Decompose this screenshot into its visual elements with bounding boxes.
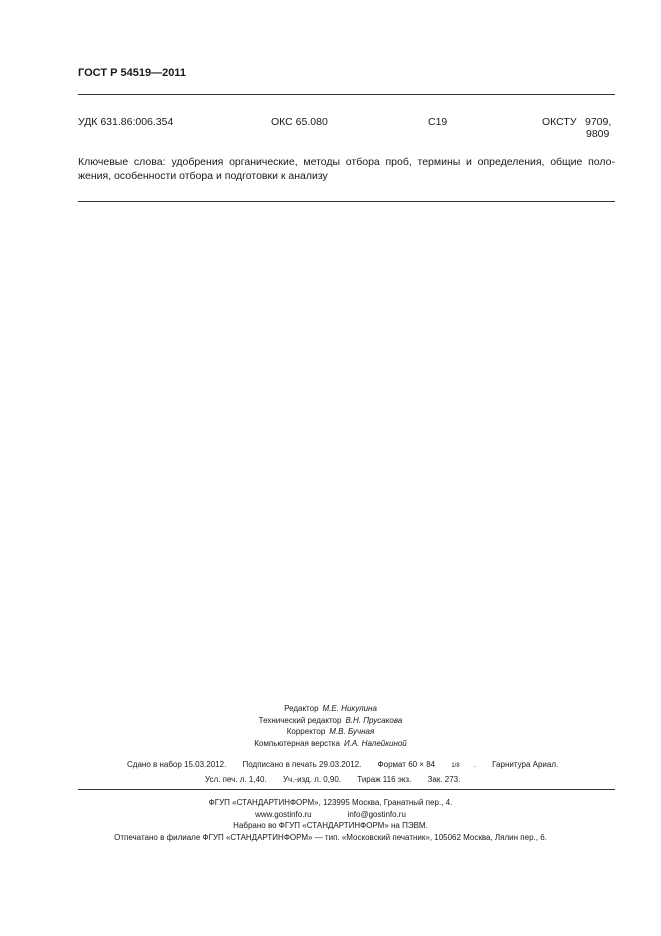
keywords-text-1: удобрения органические, методы отбора проб, термины и определения, общие поло- bbox=[171, 156, 615, 168]
okstu-value-1: 9709, bbox=[585, 116, 612, 128]
publisher-email-link[interactable]: info@gostinfo.ru bbox=[347, 809, 406, 819]
keywords-divider bbox=[78, 201, 615, 202]
print-signed: Подписано в печать 29.03.2012. bbox=[242, 760, 362, 769]
print-pub-sheets: Уч.-изд. л. 0,90. bbox=[282, 775, 342, 784]
credit-layout-name: И.А. Налейкиной bbox=[343, 738, 407, 748]
credit-tech-editor bbox=[0, 715, 661, 727]
document-code: ГОСТ Р 54519—2011 bbox=[78, 67, 186, 79]
credit-corrector bbox=[0, 726, 661, 738]
print-info-line-1 bbox=[127, 760, 572, 769]
print-submitted: Сдано в набор 15.03.2012. bbox=[127, 760, 227, 769]
credit-corrector-label: Корректор bbox=[286, 727, 326, 736]
credit-layout-label: Компьютерная верстка bbox=[254, 738, 340, 748]
udk-code: УДК 631.86:006.354 bbox=[78, 116, 174, 128]
credit-editor-label: Редактор bbox=[284, 704, 319, 713]
credit-layout bbox=[0, 738, 661, 750]
oks-code: ОКС 65.080 bbox=[271, 116, 328, 128]
publisher-contacts bbox=[0, 809, 661, 821]
publisher-block bbox=[0, 797, 661, 843]
publisher-divider bbox=[78, 789, 615, 790]
keywords-line-2: жения, особенности отбора и подготовки к анализу bbox=[78, 170, 328, 182]
publisher-typeset: Набрано во ФГУП «СТАНДАРТИНФОРМ» на ПЭВМ. bbox=[233, 821, 428, 830]
print-run: Тираж 116 экз. bbox=[357, 775, 412, 784]
credit-tech-editor-label: Технический редактор bbox=[258, 715, 342, 725]
keywords-label: Ключевые слова: bbox=[78, 156, 166, 168]
credit-tech-editor-name: В.Н. Прусакова bbox=[345, 715, 403, 725]
credits-block bbox=[0, 703, 661, 749]
print-font: Гарнитура Ариал. bbox=[492, 760, 559, 769]
group-code: С19 bbox=[428, 116, 448, 128]
print-format-label: Формат 60 × 84 bbox=[377, 760, 436, 769]
okstu-label: ОКСТУ bbox=[542, 116, 577, 128]
print-info-line-2 bbox=[205, 775, 474, 784]
publisher-printed: Отпечатано в филиале ФГУП «СТАНДАРТИНФОРМ» — тип. «Московский печатник», 105062 Москва, Лялин пер., 6. bbox=[114, 832, 547, 842]
keywords-line-1 bbox=[78, 155, 615, 169]
credit-editor-name: М.Е. Никулина bbox=[322, 704, 377, 713]
keywords-block bbox=[78, 155, 615, 183]
header-divider bbox=[78, 94, 615, 95]
print-format: Формат 60 × 84 1/8 . bbox=[377, 760, 476, 769]
print-sheets: Усл. печ. л. 1,40. bbox=[205, 775, 267, 784]
credit-editor bbox=[0, 703, 661, 715]
publisher-site-link[interactable]: www.gostinfo.ru bbox=[255, 809, 312, 819]
print-order: Зак. 273. bbox=[427, 775, 461, 784]
credit-corrector-name: М.В. Бучная bbox=[329, 727, 375, 736]
print-format-fraction: 1/8 bbox=[451, 763, 460, 769]
okstu-value-2: 9809 bbox=[586, 128, 610, 140]
publisher-address: ФГУП «СТАНДАРТИНФОРМ», 123995 Москва, Гранатный пер., 4. bbox=[208, 798, 453, 807]
